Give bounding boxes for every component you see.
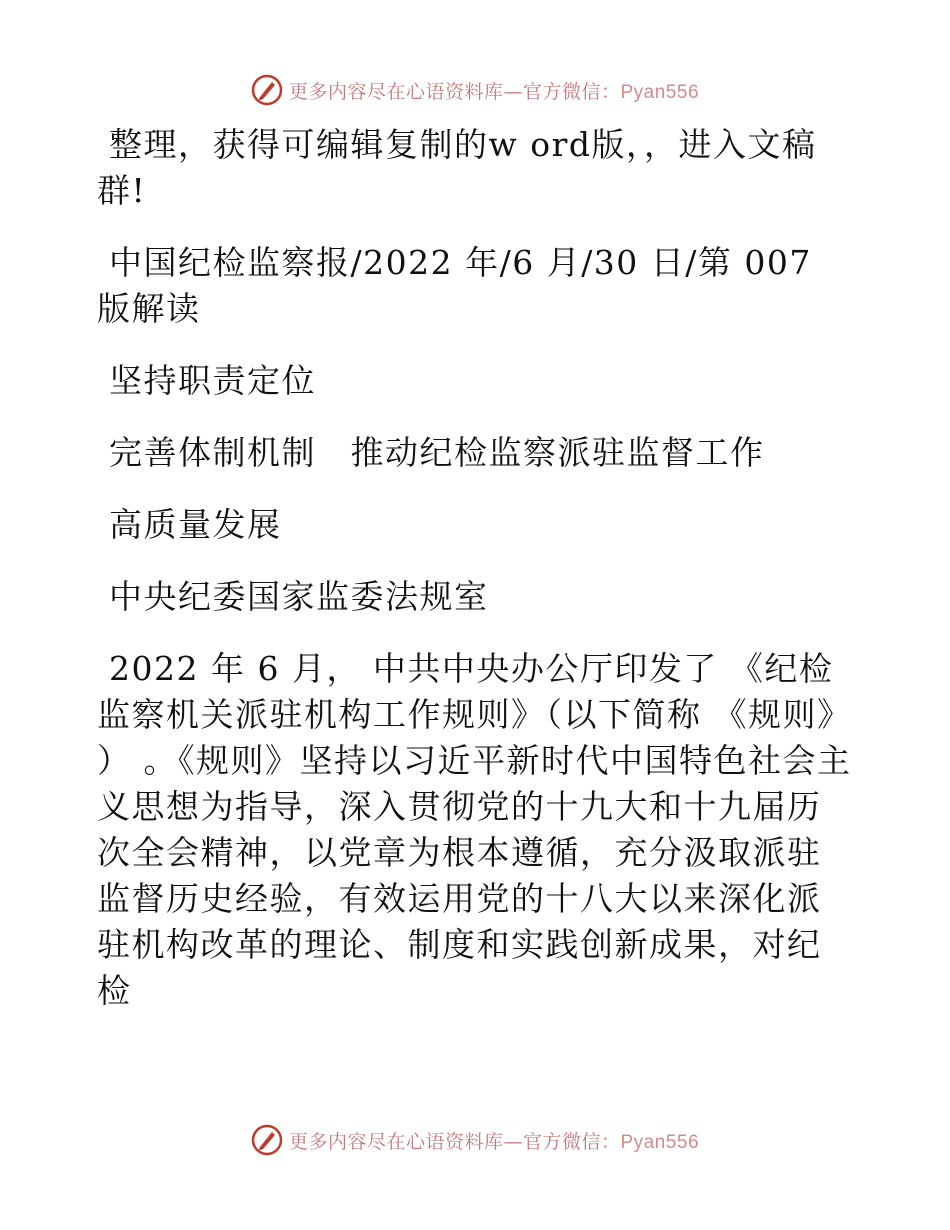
- wechat-id: Pyan556: [620, 81, 700, 103]
- article-title-line-3: 高质量发展: [109, 505, 282, 544]
- banner-text: 更多内容尽在心语资料库—官方微信：Pyan556: [288, 1130, 700, 1153]
- article-title-line-1: 坚持职责定位: [109, 361, 316, 400]
- document-body: [97, 122, 853, 1014]
- article-title-line-2: 完善体制机制 推动纪检监察派驻监督工作: [109, 433, 765, 472]
- header-watermark: [0, 70, 950, 110]
- wechat-id: Pyan556: [620, 1131, 700, 1153]
- pen-logo-icon: [251, 74, 283, 106]
- paragraph-body: 2022 年 6 月， 中共中央办公厅印发了 《纪检监察机关派驻机构工作规则》（以下简称 《规则》 ） 。《规则》坚持以习近平新时代中国特色社会主义思想为指导，深入贯彻党的十九大和十九届历次全会精神，以党章为根本遵循，充分汲取派驻监督历史经验，有效运用党的十八大以来深化派驻机构改革的理论、制度和实践创新成果，对纪检: [97, 649, 852, 1010]
- banner-text: 更多内容尽在心语资料库—官方微信：Pyan556: [288, 80, 700, 103]
- paragraph-intro: 整理，获得可编辑复制的w ord版，，进入文稿群!: [97, 125, 817, 210]
- paragraph-source: 中国纪检监察报/2022 年/6 月/30 日/第 007 版解读: [97, 243, 812, 328]
- article-author: 中央纪委国家监委法规室: [109, 577, 489, 616]
- pen-logo-icon: [251, 1124, 283, 1156]
- footer-watermark: [0, 1120, 950, 1160]
